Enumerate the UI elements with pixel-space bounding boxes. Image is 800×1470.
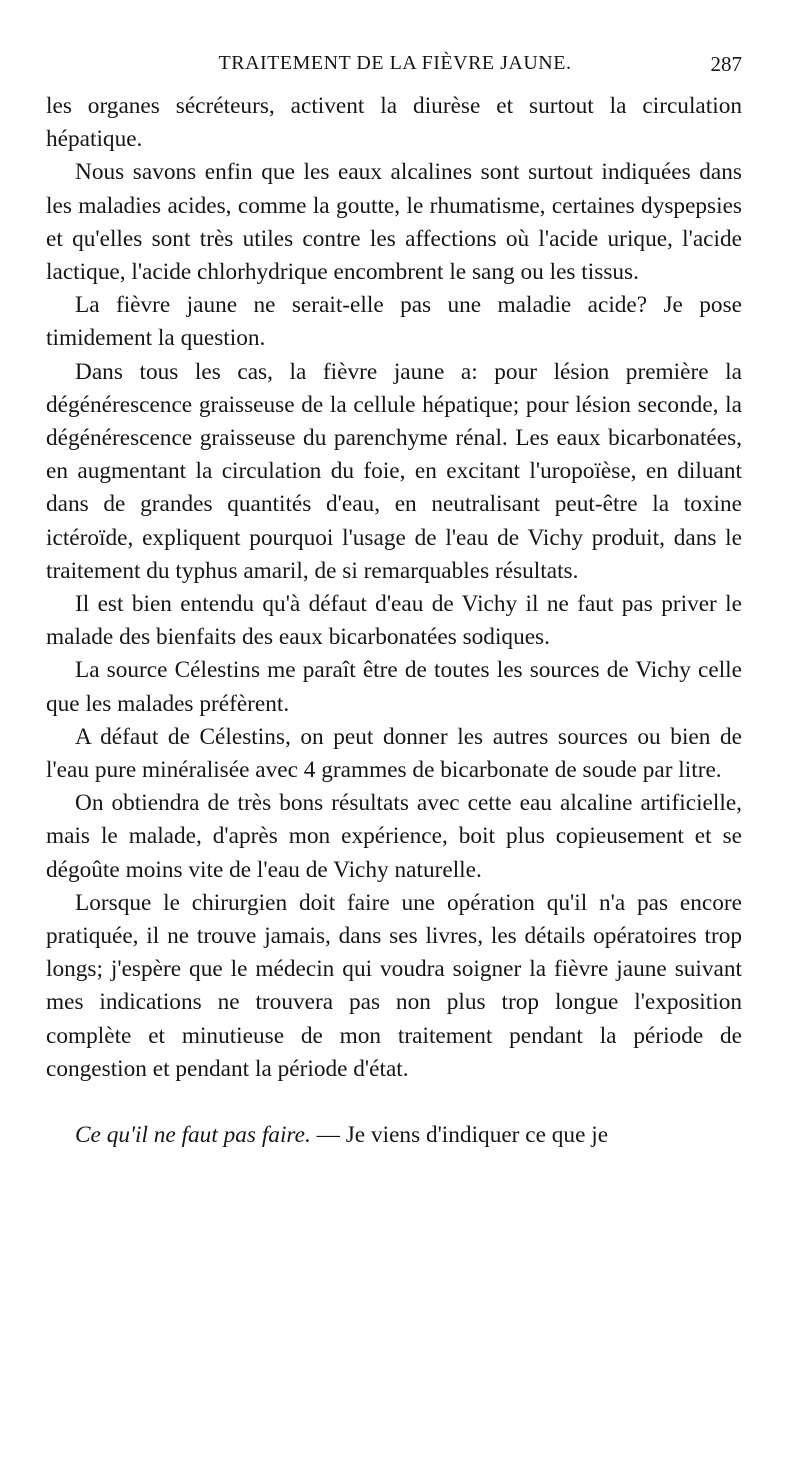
section-heading-italic: Ce qu'il ne faut pas faire. <box>75 1122 311 1149</box>
paragraph-lesions: Dans tous les cas, la fièvre jaune a: pour lésion première la dégénérescence graisseuse de la cellule hépatique; pour lésion seconde, la dégénérescence graisseuse du parenchyme rénal. Les eaux bicarbonatées, en augmentant la circulation du foie, en excitant l'uropoïèse, en diluant dans de grandes quantités d'eau, en neutralisant peut-être la toxine ictéroïde, expliquent pourquoi l'usage de l'eau de Vichy produit, dans le traitement du typhus amaril, de si remarquables résultats. <box>46 358 742 584</box>
paragraph-continuation: les organes sécréteurs, activent la diurèse et surtout la circulation hépatique. <box>46 93 742 153</box>
paragraph-surgeon-comparison: Lorsque le chirurgien doit faire une opération qu'il n'a pas encore pratiquée, il ne trouve jamais, dans ses livres, les détails opératoires trop longs; j'espère que le médecin qui voudra soigner la fièvre jaune suivant mes indications ne trouvera pas non plus trop longue l'exposition complète et minutieuse de mon traitement pendant la période de congestion et pendant la période d'état. <box>46 889 742 1082</box>
body-text <box>46 90 742 1152</box>
paragraph-celestins-source: La source Célestins me paraît être de toutes les sources de Vichy celle que les malades préfèrent. <box>46 657 742 717</box>
paragraph-other-sources: A défaut de Célestins, on peut donner les autres sources ou bien de l'eau pure minéralisée avec 4 grammes de bicarbonate de soude par litre. <box>46 723 742 784</box>
paragraph-artificial-water: On obtiendra de très bons résultats avec cette eau alcaline artificielle, mais le malade, d'après mon expérience, boit plus copieusement et se dégoûte moins vite de l'eau de Vichy naturelle. <box>46 790 742 883</box>
paragraph-acid-question: La fièvre jaune ne serait-elle pas une maladie acide? Je pose timidement la question. <box>46 292 742 352</box>
paragraph-bicarbonate-waters: Il est bien entendu qu'à défaut d'eau de Vichy il ne faut pas priver le malade des bienfaits des eaux bicarbonatées sodiques. <box>46 591 742 651</box>
running-title: TRAITEMENT DE LA FIÈVRE JAUNE. <box>218 52 572 74</box>
page-number: 287 <box>710 52 742 76</box>
page-header <box>48 52 742 80</box>
paragraph-alkaline-waters: Nous savons enfin que les eaux alcalines sont surtout indiquées dans les maladies acides, comme la goutte, le rhumatisme, certaines dyspepsies et qu'elles sont très utiles contre les affections où l'acide urique, l'acide lactique, l'acide chlorhydrique encombrent le sang ou les tissus. <box>46 159 742 286</box>
section-lead-text: — Je viens d'indiquer ce que je <box>310 1122 609 1149</box>
paragraph-what-not-to-do <box>46 1119 742 1152</box>
